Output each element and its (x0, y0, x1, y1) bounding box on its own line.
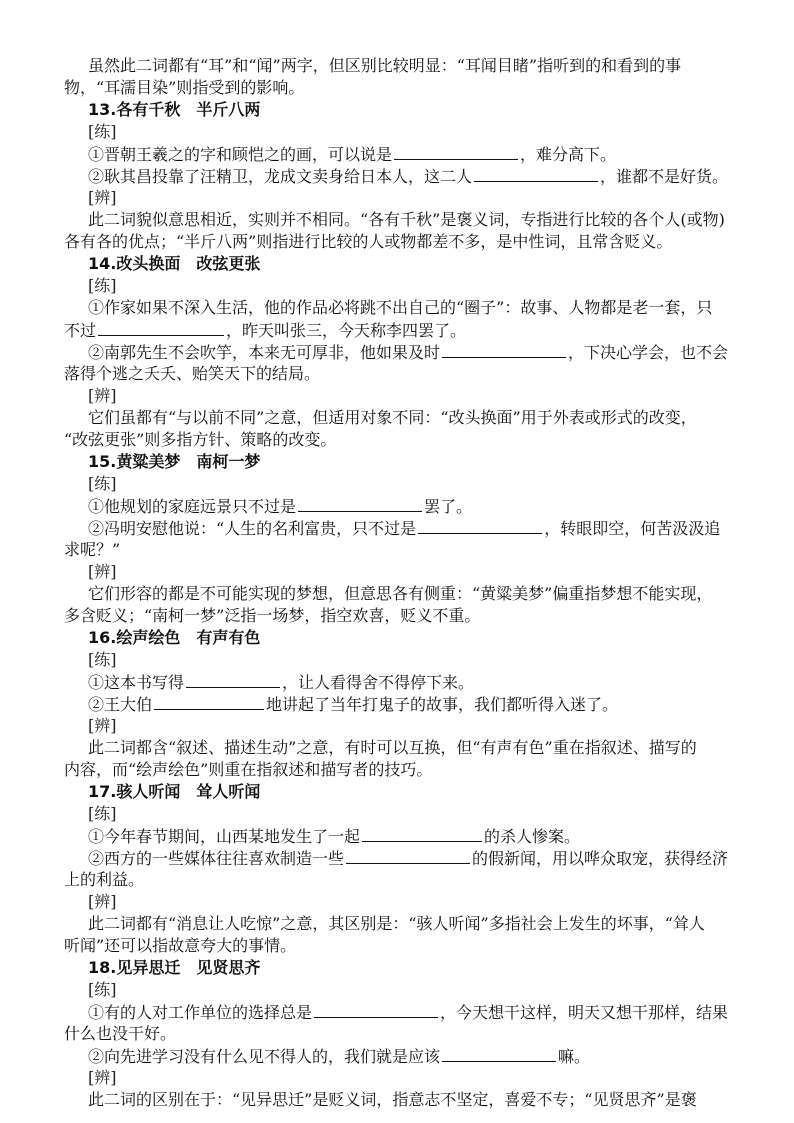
section-13-explain-2: 各有各的优点；“半斤八两”则指进行比较的人或物都差不多，是中性词，且常含贬义。 (64, 232, 673, 251)
section-13-q2: ②耿其昌投靠了汪精卫，龙成文卖身给日本人，这二人 ，谁都不是好货。 (88, 167, 729, 186)
section-14-explain-2: “改弦更张”则多指方针、策略的改变。 (64, 430, 337, 449)
section-13-explain-1: 此二词貌似意思相近，实则并不相同。“各有千秋”是褒义词，专指进行比较的各个人(或物) (88, 210, 725, 229)
answer-blank[interactable] (442, 1045, 556, 1062)
section-14-bian: [辨] (88, 386, 117, 405)
section-18-heading: 18.见异思迁 见贤思齐 (88, 958, 261, 977)
section-15-explain-2: 多含贬义；“南柯一梦”泛指一场梦，指空欢喜，贬义不重。 (64, 606, 481, 625)
intro-line-2: 物，“耳濡目染”则指受到的影响。 (64, 78, 305, 97)
section-16-q2: ②王大伯 地讲起了当年打鬼子的故事，我们都听得入迷了。 (88, 695, 619, 714)
section-17-lian: [练] (88, 804, 117, 823)
answer-blank[interactable] (154, 693, 264, 710)
section-15-q1: ①他规划的家庭远景只不过是 罢了。 (88, 497, 473, 516)
document-page (64, 55, 733, 1111)
section-16-lian: [练] (88, 650, 117, 669)
section-15-q2: ②冯明安慰他说：“人生的名利富贵，只不过是 ，转眼即空，何苦汲汲追 (88, 519, 721, 538)
section-18-lian: [练] (88, 980, 117, 999)
section-14-q2-cont: 落得个逃之夭夭、贻笑天下的结局。 (64, 364, 321, 383)
section-13-q1: ①晋朝王羲之的字和顾恺之的画，可以说是 ，难分高下。 (88, 145, 617, 164)
section-15-lian: [练] (88, 474, 117, 493)
section-13-lian: [练] (88, 122, 117, 141)
section-16-q1: ①这本书写得 ，让人看得舍不得停下来。 (88, 673, 475, 692)
section-14-explain-1: 它们虽都有“与以前不同”之意，但适用对象不同：“改头换面”用于外表或形式的改变， (88, 408, 697, 427)
answer-blank[interactable] (186, 671, 280, 688)
section-15-bian: [辨] (88, 562, 117, 581)
section-17-explain-1: 此二词都有“消息让人吃惊”之意，其区别是：“骇人听闻”多指社会上发生的坏事，“耸人 (88, 914, 705, 933)
answer-blank[interactable] (346, 847, 470, 864)
section-15-explain-1: 它们形容的都是不可能实现的梦想，但意思各有侧重：“黄粱美梦”偏重指梦想不能实现， (88, 584, 713, 603)
section-17-q2-cont: 上的利益。 (64, 870, 145, 889)
section-13-bian: [辨] (88, 188, 117, 207)
section-16-explain-2: 内容，而“绘声绘色”则重在指叙述和描写者的技巧。 (64, 760, 433, 779)
section-14-heading: 14.改头换面 改弦更张 (88, 254, 261, 273)
answer-blank[interactable] (362, 825, 482, 842)
section-16-explain-1: 此二词都含“叙述、描述生动”之意，有时可以互换，但“有声有色”重在指叙述、描写的 (88, 738, 697, 757)
section-17-q2: ②西方的一些媒体往往喜欢制造一些 的假新闻，用以哗众取宠，获得经济 (88, 849, 729, 868)
section-15-q2-cont: 求呢？” (64, 540, 121, 559)
answer-blank[interactable] (474, 165, 598, 182)
section-17-explain-2: 听闻”还可以指故意夸大的事情。 (64, 936, 297, 955)
section-18-bian: [辨] (88, 1068, 117, 1087)
answer-blank[interactable] (418, 517, 542, 534)
answer-blank[interactable] (394, 143, 518, 160)
section-18-explain-1: 此二词的区别在于：“见异思迁”是贬义词，指意志不坚定，喜爱不专；“见贤思齐”是褒 (88, 1090, 697, 1109)
section-16-bian: [辨] (88, 716, 117, 735)
section-15-heading: 15.黄粱美梦 南柯一梦 (88, 452, 261, 471)
answer-blank[interactable] (298, 495, 422, 512)
answer-blank[interactable] (314, 1001, 438, 1018)
section-13-heading: 13.各有千秋 半斤八两 (88, 100, 261, 119)
section-17-bian: [辨] (88, 892, 117, 911)
section-14-q2: ②南郭先生不会吹竽，本来无可厚非，他如果及时 ，下决心学会，也不会 (88, 343, 729, 362)
answer-blank[interactable] (442, 341, 566, 358)
intro-line-1: 虽然此二词都有“耳”和“闻”两字，但区别比较明显：“耳闻目睹”指听到的和看到的事 (88, 56, 682, 75)
section-14-q1: ①作家如果不深入生活，他的作品必将跳不出自己的“圈子”：故事、人物都是老一套，只 (88, 298, 713, 317)
section-17-heading: 17.骇人听闻 耸人听闻 (88, 782, 261, 801)
section-18-q1-cont: 什么也没干好。 (64, 1024, 177, 1043)
section-16-heading: 16.绘声绘色 有声有色 (88, 628, 261, 647)
answer-blank[interactable] (98, 319, 224, 336)
section-18-q1: ①有的人对工作单位的选择总是 ，今天想干这样，明天又想干那样，结果 (88, 1003, 729, 1022)
section-17-q1: ①今年春节期间，山西某地发生了一起 的杀人惨案。 (88, 827, 581, 846)
section-14-lian: [练] (88, 276, 117, 295)
section-14-q1-cont: 不过 ，昨天叫张三，今天称李四罢了。 (64, 321, 467, 340)
section-18-q2: ②向先进学习没有什么见不得人的，我们就是应该 嘛。 (88, 1047, 591, 1066)
